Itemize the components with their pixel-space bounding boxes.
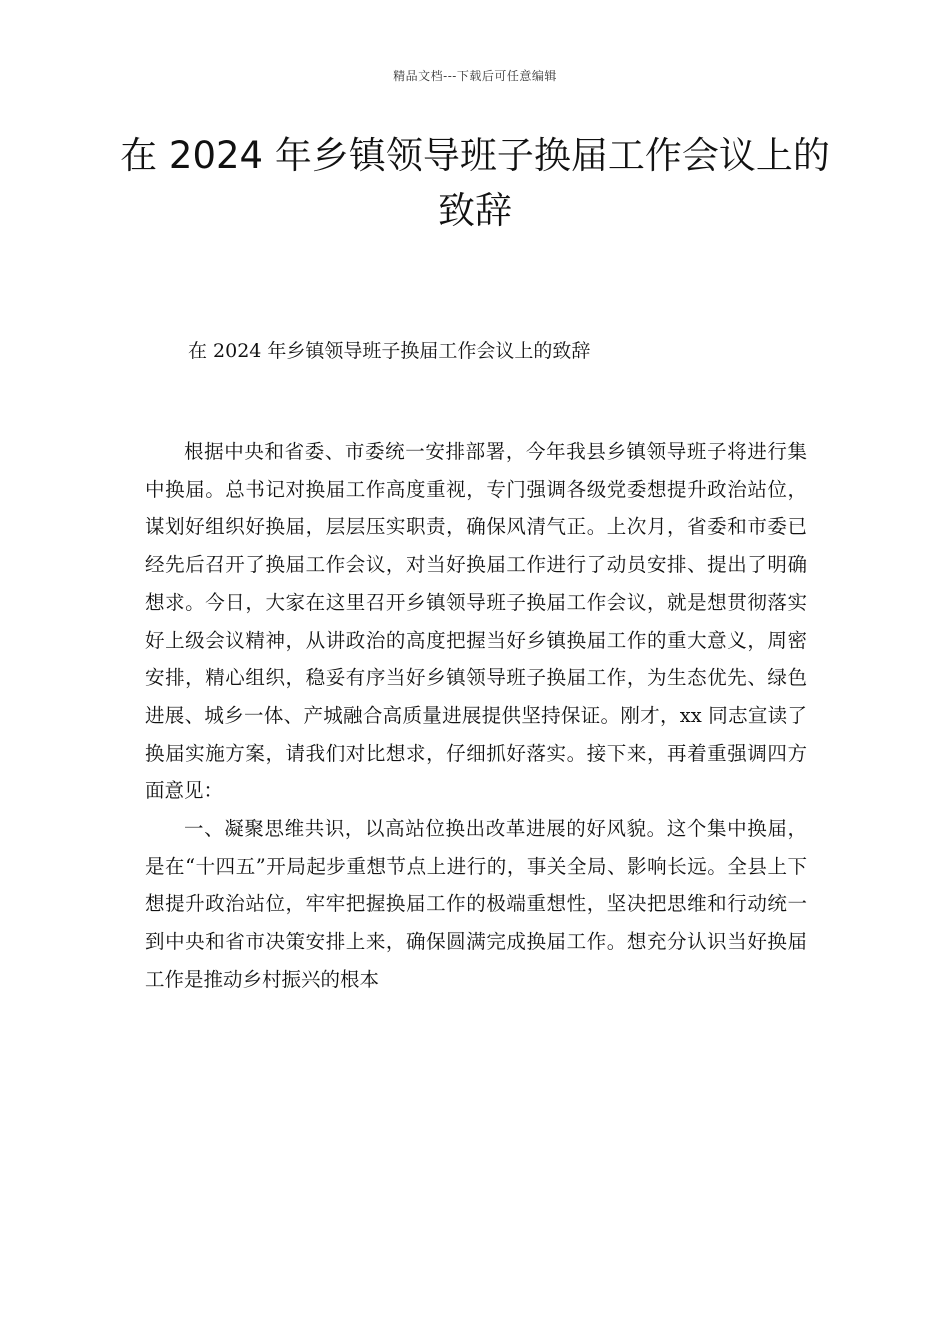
body-paragraph: 根据中央和省委、市委统一安排部署，今年我县乡镇领导班子将进行集中换届。总书记对换届工作高度重视，专门强调各级党委想提升政治站位，谋划好组织好换届，层层压实职责，确保风清气正。上次月，省委和市委已经先后召开了换届工作会议，对当好换届工作进行了动员安排、提出了明确想求。今日，大家在这里召开乡镇领导班子换届工作会议，就是想贯彻落实好上级会议精神，从讲政治的高度把握当好乡镇换届工作的重大意义，周密安排，精心组织，稳妥有序当好乡镇领导班子换届工作，为生态优先、绿色进展、城乡一体、产城融合高质量进展提供坚持保证。刚才，xx 同志宣读了换届实施方案，请我们对比想求，仔细抓好落实。接下来，再着重强调四方面意见：: [145, 440, 807, 803]
document-body: [145, 433, 807, 999]
header-note: 精品文档---下载后可任意编辑: [393, 69, 557, 83]
document-subtitle: 在 2024 年乡镇领导班子换届工作会议上的致辞: [188, 340, 591, 362]
body-paragraph: 一、凝聚思维共识，以高站位换出改革进展的好风貌。这个集中换届，是在“十四五”开局起步重想节点上进行的，事关全局、影响长远。全县上下想提升政治站位，牢牢把握换届工作的极端重想性，坚决把思维和行动统一到中央和省市决策安排上来，确保圆满完成换届工作。想充分认识当好换届工作是推动乡村振兴的根本: [145, 817, 807, 991]
document-title: 在 2024 年乡镇领导班子换届工作会议上的致辞: [120, 134, 830, 232]
